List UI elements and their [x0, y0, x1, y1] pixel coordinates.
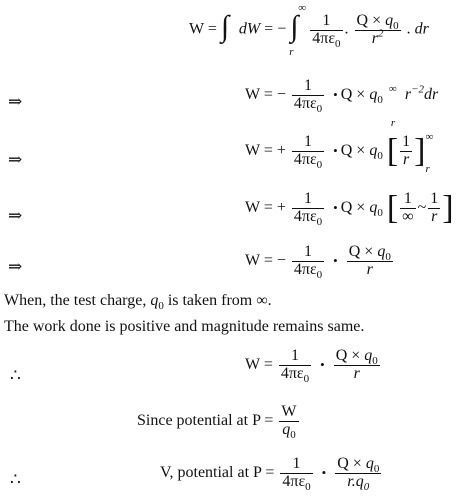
since-potential-line: Since potential at P = $\frac{W}{q_0}$ — [137, 403, 297, 441]
work-done-sentence: The work done is positive and magnitude remains same. — [4, 318, 365, 335]
equation-line-2: W = − $\frac{1}{4\pi\varepsilon_0}$ • $Q \times q_0$ ∞ r $r^{-2}dr$ — [245, 77, 439, 129]
charge-over-r2-fraction: $\frac{Q \times q_0}{r^2}$ — [356, 11, 399, 47]
equation-line-4: W = + $\frac{1}{4\pi\varepsilon_0}$ • $Q \times q_0$ [ $\frac{1}{\infty}$ ~ $\frac{1}{r}$ ] — [245, 189, 454, 228]
equation-line-6: W = $\frac{1}{4\pi\varepsilon_0}$ • $\frac{Q \times q_0}{r}$ — [245, 347, 378, 385]
coulomb-constant-fraction: $\frac{1}{4\pi\varepsilon_0}$ — [293, 77, 323, 115]
therefore-symbol: ∴ — [10, 470, 21, 489]
implies-arrow: ⇒ — [8, 206, 23, 225]
equation-line-5: W = − $\frac{1}{4\pi\varepsilon_0}$ • $\frac{Q \times q_0}{r}$ — [245, 243, 391, 281]
equation-line-1: W = ∫ dW = − ∫ ∞ r $\frac{1}{4\pi\varepsilon_0}$ . $\frac{Q \times q_0}{r^2}$ . dr — [189, 2, 429, 58]
implies-arrow: ⇒ — [8, 150, 23, 169]
therefore-symbol: ∴ — [10, 366, 21, 385]
equation-line-3: W = + $\frac{1}{4\pi\varepsilon_0}$ • $Q \times q_0$ [ $\frac{1}{r}$ ] ∞ r — [245, 130, 434, 175]
w-symbol: W — [189, 20, 204, 38]
coulomb-constant-fraction: $\frac{1}{4\pi\varepsilon_0}$ — [312, 11, 341, 50]
implies-arrow: ⇒ — [8, 92, 23, 111]
definite-integral-symbol: ∫ ∞ r — [289, 2, 307, 58]
implies-arrow: ⇒ — [8, 257, 23, 276]
integral-symbol: ∫ — [220, 10, 230, 43]
dw-term: dW — [238, 20, 261, 38]
test-charge-sentence: When, the test charge, $q_0$ is taken from ∞. — [4, 292, 272, 313]
v-potential-line: V, potential at P = $\frac{1}{4\pi\varepsilon_0}$ • $\frac{Q \times q_0}{r.q_0}$ — [160, 455, 380, 493]
